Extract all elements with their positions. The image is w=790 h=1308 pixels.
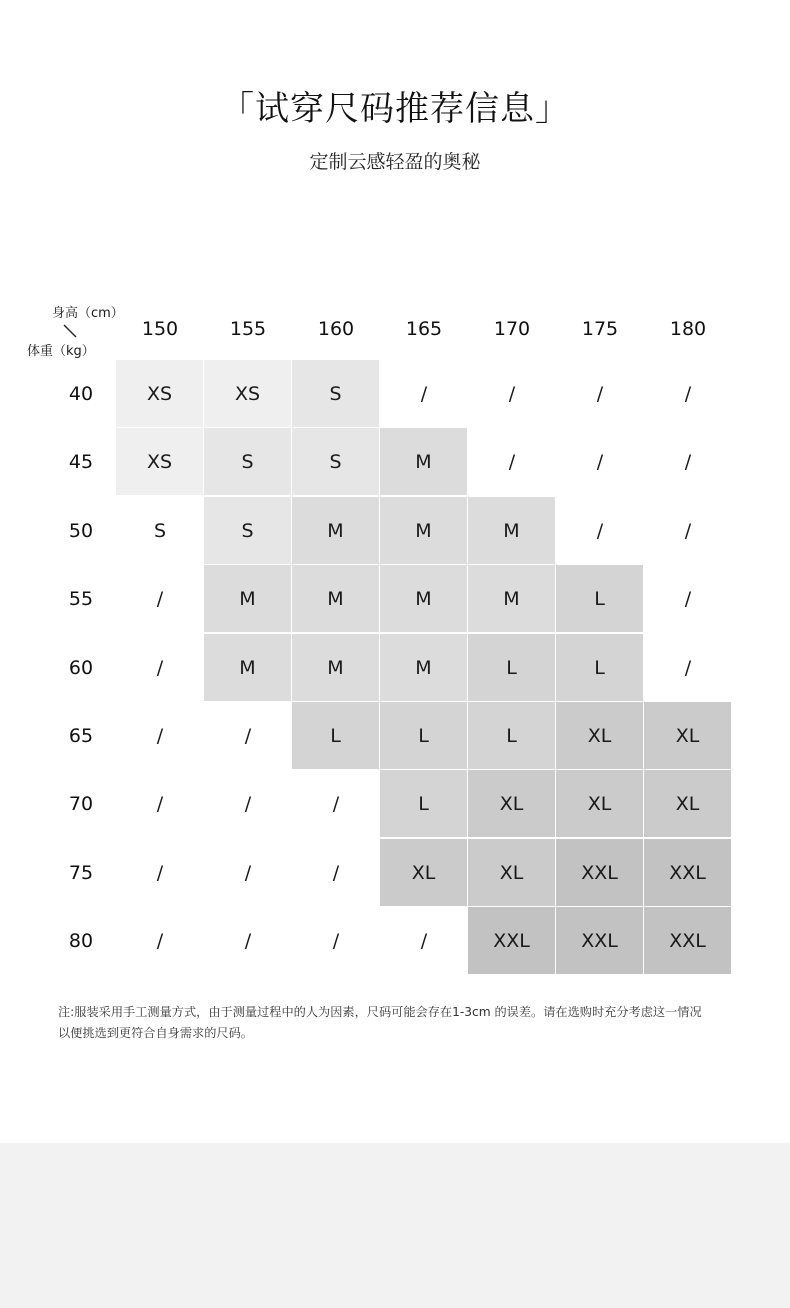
weight-header: 45 [68,451,94,473]
weight-header: 60 [68,657,94,679]
height-header: 180 [669,318,707,340]
page-title: 「试穿尺码推荐信息」 [220,89,570,129]
size-cell: / [556,360,644,428]
size-cell: XXL [556,907,644,975]
size-cell: / [644,565,732,633]
size-cell: XL [644,770,732,838]
page-subtitle: 定制云感轻盈的奥秘 [309,151,481,173]
size-cell: / [644,497,732,565]
size-cell: / [204,702,292,770]
size-cell: XL [556,770,644,838]
size-cell: / [556,428,644,496]
weight-header: 65 [68,725,94,747]
size-cell: S [292,428,380,496]
height-axis-label: 身高（cm） [52,306,124,321]
size-cell: XL [644,702,732,770]
size-cell: / [116,634,204,702]
size-cell: / [116,839,204,907]
size-cell: / [644,360,732,428]
size-cell: L [292,702,380,770]
size-cell: / [116,565,204,633]
weight-axis-label: 体重（kg） [27,344,95,359]
size-cell: M [204,565,292,633]
size-cell: S [204,428,292,496]
size-cell: M [380,497,468,565]
size-cell: / [468,428,556,496]
size-cell: M [292,497,380,565]
size-cell: XL [556,702,644,770]
note-line-1: 注:服装采用手工测量方式，由于测量过程中的人为因素，尺码可能会存在1-3cm 的误差。请在选购时充分考虑这一情况 [58,1005,702,1019]
size-cell: XXL [644,839,732,907]
size-cell: XS [116,360,204,428]
size-cell: L [468,702,556,770]
size-cell: L [556,565,644,633]
size-cell: / [116,702,204,770]
height-header: 160 [317,318,355,340]
size-cell: / [556,497,644,565]
size-cell: / [204,907,292,975]
size-cell: / [468,360,556,428]
note-line-2: 以便挑选到更符合自身需求的尺码。 [58,1026,253,1040]
size-cell: XS [116,428,204,496]
size-cell: M [468,497,556,565]
size-cell: L [556,634,644,702]
size-cell: S [292,360,380,428]
size-cell: L [380,770,468,838]
size-cell: M [380,565,468,633]
weight-header: 75 [68,862,94,884]
size-cell: M [380,428,468,496]
size-cell: / [644,428,732,496]
size-cell: / [204,770,292,838]
size-cell: XL [468,770,556,838]
size-cell: / [204,839,292,907]
size-cell: / [380,907,468,975]
size-cell: M [204,634,292,702]
size-cell: XXL [644,907,732,975]
size-cell: S [116,497,204,565]
weight-header: 50 [68,520,94,542]
height-header: 155 [229,318,267,340]
size-cell: L [380,702,468,770]
footer-band [0,1143,790,1308]
size-cell: M [292,634,380,702]
weight-header: 80 [68,930,94,952]
size-cell: XXL [556,839,644,907]
size-cell: / [292,839,380,907]
size-cell: / [644,634,732,702]
size-cell: XL [468,839,556,907]
weight-header: 40 [68,383,94,405]
size-cell: S [204,497,292,565]
weight-header: 55 [68,588,94,610]
size-cell: M [292,565,380,633]
size-cell: / [116,770,204,838]
measurement-note [58,1002,748,1044]
diagonal-divider-icon [62,323,78,339]
size-cell: M [380,634,468,702]
size-cell: / [292,770,380,838]
size-cell: XS [204,360,292,428]
size-cell: L [468,634,556,702]
size-cell: XXL [468,907,556,975]
height-header: 150 [141,318,179,340]
size-cell: XL [380,839,468,907]
size-cell: / [380,360,468,428]
size-cell: / [292,907,380,975]
size-cell: / [116,907,204,975]
height-header: 170 [493,318,531,340]
weight-header: 70 [68,793,94,815]
height-header: 175 [581,318,619,340]
height-header: 165 [405,318,443,340]
size-cell: M [468,565,556,633]
